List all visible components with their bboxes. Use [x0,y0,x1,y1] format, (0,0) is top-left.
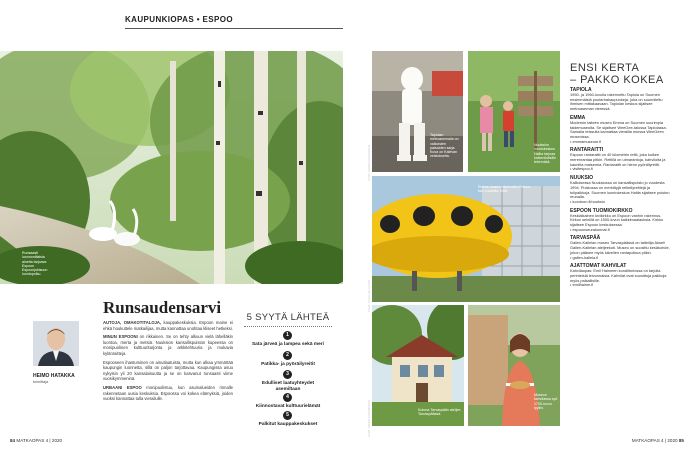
reasons-divider [244,326,332,327]
section-header: KAUPUNKIOPAS • ESPOO [125,15,233,24]
statue-credit: KUVA: ANNIKA BERGHOLM [367,145,371,181]
section-heading: ESPOON TUOMIOKIRKKO [570,207,633,214]
woman-photo [468,305,560,426]
reason-text: Sata järveä ja lampea sekä meri [251,342,324,347]
statue-photo [372,51,463,172]
paragraph-1: AUTOJA, OMAKOTITALOJA, kauppakeskuksia. Espoon maine ei ehkä houkuttele matkailijaa, mutta kannattaa unohtaa kliseet hetkeksi. [103,320,233,331]
futuro-photo [372,176,560,302]
reason-number: 4 [283,393,292,402]
side-section [570,87,670,112]
header-divider [125,28,343,29]
reason-number: 1 [283,331,292,340]
section-text: Espoon rantaraitti on 40 kilometrin reitti, joka kulkee merenrantaa pitkin. Reitillä on uimarantoja, kahviloita ja kauniita maisemia. Rantaraitti on hieno pyöräilyreitti. • visitespoo.fi [570,152,666,172]
footer-right-text: MATKAOPAS 4 | 2020 [631,438,678,443]
footer-left-text: MATKAOPAS 4 | 2020 [16,438,63,443]
futuro-credit: KUVA: JUSSI HELLSTEN [367,280,371,313]
section-heading: AJATTOMAT KAHVILAT [570,263,627,270]
woman-caption: Museon kahvilassa syö 1700-luvun tyyliin. [534,393,558,410]
side-section [570,263,670,288]
reason-number: 3 [283,370,292,379]
kids-photo [468,51,560,172]
section-heading: NUUKSIO [570,175,594,182]
paragraph-2: MINUN ESPOONI on rikkainen. Se on tehty alkuun vielä lähelläkin luontoa, merta ja metsiä. Nuuksion kansallispuiston kupeessa on monipuolinen kulttuuritarjonta ja arkkitehtuuria ja mukavia kylänraitteja. [103,334,233,356]
section-text: Kallioisessa Nuuksiossa on kansallispuisto jo vuodesta 1994. Puistossa on merkittyjä retkeilyreittejä ja tulipaikkoja. Suomen luontokeskus Haltia sijaitsee puiston reunalla. • luontoon.fi/nuuksio [570,180,670,204]
reasons-box [240,312,336,427]
reason-text: Palkitut kauppakeskukset [258,422,318,427]
section-heading: TARVASPÄÄ [570,235,601,242]
paragraph-4: URBAANI ESPOO monipuolistuu, kun asuinalueiden rinnalle rakennetaan uusia keskuksia. Espoossa voi kokea elämyksiä, joiden vuoksi kannattaa tulla vierailulle. [103,384,234,402]
footer-right [632,438,684,443]
reason-text: Kiinnostavat kulttuurielämät [255,404,321,409]
house-caption: Kotona Tarvaspään ateljee Tarvaspäässä. [418,408,461,417]
forest-caption: Runsaasti luonnontilaisia alueita tarjoava Espoon Espoonjokisuun luontopolku. [22,251,48,277]
reasons-title: 5 SYYTÄ LÄHTEÄ [246,312,330,323]
author-role: toimittaja [33,380,49,384]
futuro-caption: Emma-museo rakennettu Futuro-talo vuodelta 1968. [478,185,531,194]
kids-caption: Nuuksion luontokeskus Haltia tarjoaa kaikenikäisille tekemistä. [534,143,556,165]
section-text: 1950- ja 1960-luvulla rakennettu Tapiola on Suomen ensimmäisiä puutarhakaupunkeja, joka on suunniteltu ihmisen mittakaavaan. Tapiolan keskus sijaitsee metroaseman vieressä. [570,92,663,112]
side-sections [570,87,670,288]
house-photo [372,305,464,426]
side-section [570,175,670,205]
section-text: Kahvilaopas: Emil Halmeen kondiitoriossa on tarjolla perinteisiä leivonnaisia. Kahvilat ovat suosittuja paikkoja myös paikallisille. • emilhalme.fi [570,268,667,288]
side-section [570,208,670,233]
section-heading: RANTARAITTI [570,147,604,154]
forest-photo [0,51,343,284]
author-photo [33,321,79,366]
side-section [570,235,670,260]
section-text: Keskiaikainen kivikirkko on Espoon vanhin rakennus. Kirkon seinillä on 1500-luvun kalkkimaalauksia. Kirkko sijaitsee Espoon keskuksessa. • espoonseurakunnat.fi [570,212,664,232]
section-heading: TAPIOLA [570,87,592,93]
section-text: Modernin taiteen museo Emma on Suomen suurimpia taidemuseoita. Se sijaitsee WeeGee-talossa Tapiolassa. Samalla reissulla kannattaa vierailla muissa WeeGeen museoissa. • emmamuseum.fi [570,119,667,144]
author-name: HEIMO HATAKKA [33,373,75,379]
section-text: Gallen-Kallelan museo Tarvaspäässä on taiteilija Akseli Gallen-Kallelan ateljeekoti. Museo on suosittu kesäkohde, johon pääsee myös kävellen rantapolkua pitkin. • gallen-kallela.fi [570,240,670,260]
reason-text: Edulliset laatuyhteydet asemiltaan [261,381,315,392]
paragraph-3: Espooseen ihastuminen on ainutlaatuista, mutta kun alkaa ymmärtää kaupungin luonnetta, sillä on paljon tarjottavaa. Kaupungissa asuu nykyisin yli 20 kansalaisuutta ja se on kasvanut runsaasti viime vuosikymmeninä. [103,359,233,382]
page-number-left: 84 [10,438,16,443]
reason-text: Patikka- ja pyöräilyreitit [261,362,315,367]
reason-number: 2 [283,351,292,360]
side-title: ENSI KERTA – PAKKO KOKEA [570,62,664,86]
section-heading: EMMA [570,114,586,121]
side-section [570,147,670,172]
reason-number: 5 [283,411,292,420]
house-credit: KUVA: SANNA KUOSMANEN [367,400,371,438]
side-section [570,115,670,145]
page-number-right: 85 [678,438,684,443]
footer-left [10,438,62,443]
article-body [103,320,233,405]
statue-caption: Tapiolan metroasemalla on valkoisten patsaiden sarja. Kuva on Kalevan veistokselta. [430,133,459,159]
article-title: Runsaudensarvi [103,298,222,317]
